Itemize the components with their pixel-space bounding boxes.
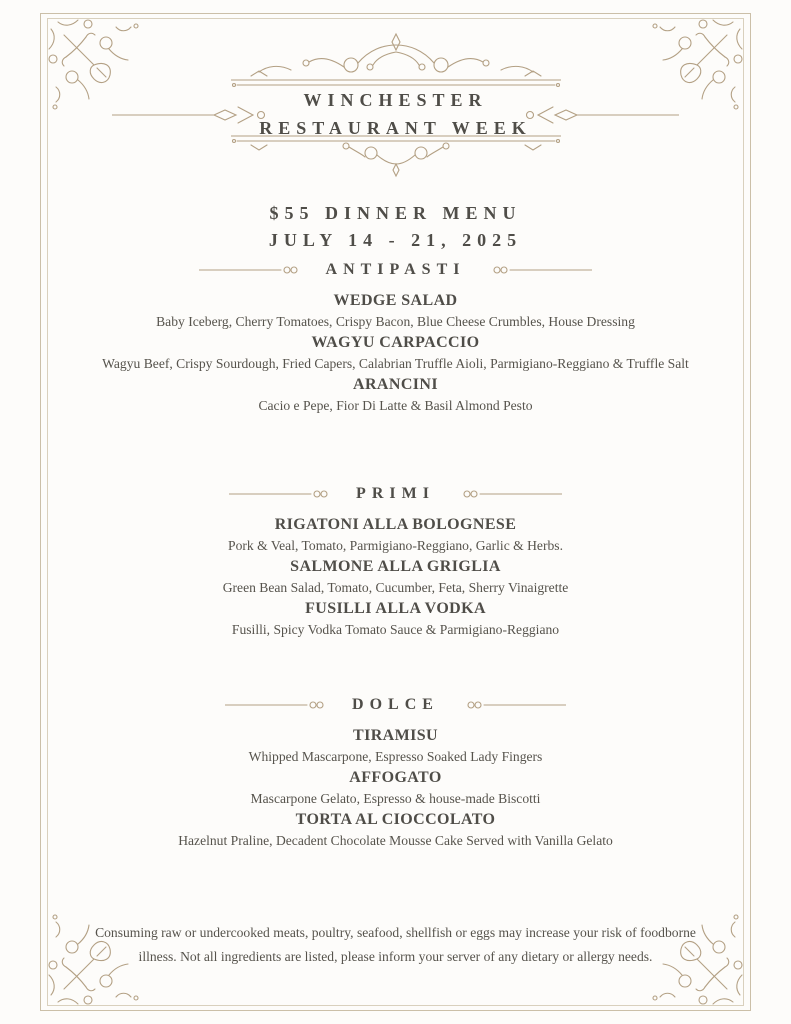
menu-item-name: WEDGE SALAD [333,292,458,309]
menu-section-primi [0,484,791,640]
page-title-line1: WINCHESTER [303,90,488,110]
section-title-dolce: DOLCE [352,696,439,713]
menu-dates-line: JULY 14 - 21, 2025 [268,230,523,250]
menu-item-name: WAGYU CARPACCIO [311,334,480,351]
menu-item-name: TIRAMISU [353,727,438,744]
menu-item-description: Green Bean Salad, Tomato, Cucumber, Feta, Sherry Vinaigrette [222,580,569,595]
menu-subtitle [0,200,791,254]
menu-item-description: Hazelnut Praline, Decadent Chocolate Mousse Cake Served with Vanilla Gelato [178,833,613,848]
section-divider-right-icon [457,488,562,500]
section-head [0,484,791,504]
menu-item-name: TORTA AL CIOCCOLATO [295,811,496,828]
menu-item-name: RIGATONI ALLA BOLOGNESE [274,516,517,533]
menu-item-description: Baby Iceberg, Cherry Tomatoes, Crispy Bacon, Blue Cheese Crumbles, House Dressing [156,314,635,329]
menu-item [0,290,791,332]
menu-item-name: FUSILLI ALLA VODKA [305,600,486,617]
menu-item-name: ARANCINI [353,376,438,393]
corner-flourish-bottom-left-icon [48,913,140,1005]
menu-item [0,514,791,556]
menu-item [0,767,791,809]
menu-item [0,556,791,598]
section-head [0,695,791,715]
menu-item-name: AFFOGATO [349,769,442,786]
header-flourish-top-icon [231,32,561,90]
section-divider-right-icon [461,699,566,711]
menu-item [0,809,791,851]
menu-item-name: SALMONE ALLA GRIGLIA [290,558,501,575]
section-divider-left-icon [199,264,304,276]
allergy-disclaimer: Consuming raw or undercooked meats, poultry, seafood, shellfish or eggs may increase your risk of foodborne illness. Not all ingredients are listed, please inform your server of any dietary or allergy needs. [95,925,696,964]
menu-header [0,32,791,178]
section-title-antipasti: ANTIPASTI [325,261,466,278]
corner-flourish-bottom-right-icon [651,913,743,1005]
section-divider-left-icon [229,488,334,500]
menu-item [0,332,791,374]
menu-item-description: Cacio e Pepe, Fior Di Latte & Basil Almond Pesto [258,398,533,413]
menu-price-line: $55 DINNER MENU [269,203,522,223]
page-title-line2: RESTAURANT WEEK [259,118,532,138]
menu-item-description: Whipped Mascarpone, Espresso Soaked Lady Fingers [248,749,543,764]
header-flourish-bottom-icon [231,133,561,179]
menu-section-dolce [0,695,791,851]
menu-item [0,374,791,416]
section-title-primi: PRIMI [356,485,435,502]
menu-item-description: Mascarpone Gelato, Espresso & house-made Biscotti [250,791,541,806]
section-head [0,260,791,280]
section-divider-right-icon [487,264,592,276]
menu-item-description: Fusilli, Spicy Vodka Tomato Sauce & Parmigiano-Reggiano [231,622,560,637]
menu-item-description: Pork & Veal, Tomato, Parmigiano-Reggiano, Garlic & Herbs. [228,538,563,553]
menu-item [0,725,791,767]
section-divider-left-icon [225,699,330,711]
menu-item-description: Wagyu Beef, Crispy Sourdough, Fried Capers, Calabrian Truffle Aioli, Parmigiano-Reggiano & Truffle Salt [102,356,689,371]
menu-item [0,598,791,640]
menu-section-antipasti [0,260,791,416]
